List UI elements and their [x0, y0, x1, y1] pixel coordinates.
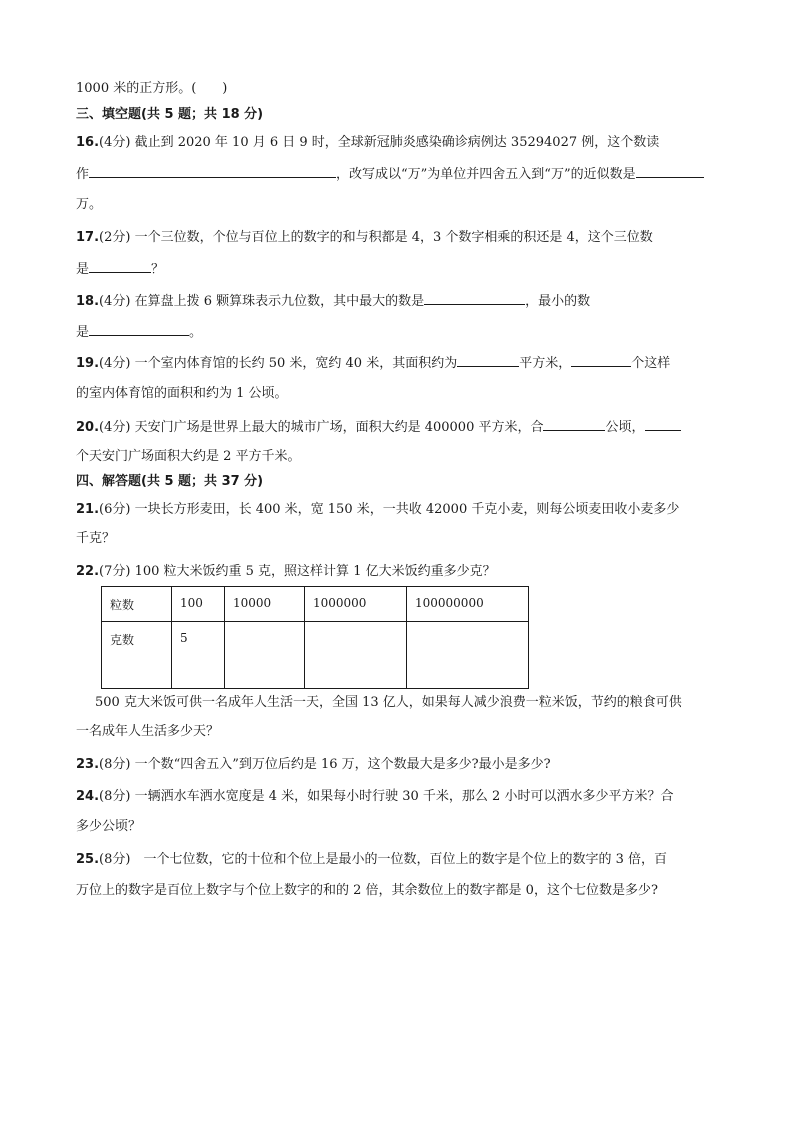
- q16-number: 16.: [76, 135, 100, 150]
- q23-line1: 23.(8分) 一个数“四舍五入”到万位后约是 16 万，这个数最大是多少?最小是多少?: [76, 757, 551, 772]
- q15-tail: 1000 米的正方形。( ): [76, 81, 228, 96]
- table-row: [102, 587, 529, 622]
- table-cell: 克数: [102, 622, 172, 689]
- q16-blank-approx[interactable]: [636, 165, 704, 178]
- q25-line1: 25.(8分) 一个七位数，它的十位和个位上是最小的一位数，百位上的数字是个位上的数字的 3 倍，百: [76, 852, 667, 867]
- q18-line2: 是 。: [76, 325, 203, 340]
- table-input-cell[interactable]: [407, 622, 529, 689]
- table-cell: 5: [172, 622, 225, 689]
- q19-blank-count[interactable]: [571, 354, 631, 367]
- table-cell: 粒数: [102, 587, 172, 622]
- q16-line3: 万。: [76, 197, 103, 212]
- q20-line1: 20.(4分) 天安门广场是世界上最大的城市广场，面积大约是 400000 平方米，合 公顷，: [76, 418, 681, 437]
- q18-blank-max[interactable]: [424, 292, 525, 305]
- q19-blank-area[interactable]: [457, 354, 519, 367]
- q24-line2: 多少公顷？: [76, 819, 142, 834]
- section-3-heading: 三、填空题(共 5 题；共 18 分): [76, 107, 264, 122]
- q17-blank[interactable]: [89, 260, 151, 273]
- q21-line1: 21.(6分) 一块长方形麦田，长 400 米，宽 150 米，一共收 42000 千克小麦，则每公顷麦田收小麦多少: [76, 502, 680, 517]
- q21-line2: 千克？: [76, 531, 116, 546]
- q16-line2: 作 ，改写成以“万”为单位并四舍五入到“万”的近似数是: [76, 165, 704, 184]
- table-row: [102, 622, 529, 689]
- table-cell: 10000: [225, 587, 305, 622]
- rice-weight-table: [101, 586, 529, 689]
- q20-blank-count[interactable]: [645, 418, 681, 431]
- q25-number: 25.: [76, 852, 100, 867]
- q16-line1: 16.(4分) 截止到 2020 年 10 月 6 日 9 时，全球新冠肺炎感染确诊病例达 35294027 例，这个数读: [76, 135, 660, 150]
- table-input-cell[interactable]: [305, 622, 407, 689]
- q22-line1: 22.(7分) 100 粒大米饭约重 5 克，照这样计算 1 亿大米饭约重多少克？: [76, 564, 496, 579]
- q19-line2: 的室内体育馆的面积和约为 1 公顷。: [76, 386, 288, 401]
- q20-number: 20.: [76, 420, 100, 435]
- q21-number: 21.: [76, 502, 100, 517]
- q17-number: 17.: [76, 230, 100, 245]
- q20-blank-hectare[interactable]: [543, 418, 605, 431]
- q17-line1: 17.(2分) 一个三位数，个位与百位上的数字的和与积都是 4，3 个数字相乘的积还是 4，这个三位数: [76, 230, 653, 245]
- q23-number: 23.: [76, 757, 100, 772]
- q22-number: 22.: [76, 564, 100, 579]
- q25-line2: 万位上的数字是百位上数字与个位上数字的和的 2 倍，其余数位上的数字都是 0，这个七位数是多少?: [76, 883, 658, 898]
- q18-line1: 18.(4分) 在算盘上拨 6 颗算珠表示九位数，其中最大的数是 ，最小的数: [76, 294, 591, 309]
- table-cell: 1000000: [305, 587, 407, 622]
- q17-line2: 是 ？: [76, 262, 165, 277]
- table-cell: 100: [172, 587, 225, 622]
- q19-line1: 19.(4分) 一个室内体育馆的长约 50 米，宽约 40 米，其面积约为 平方米， 个这样: [76, 356, 671, 371]
- table-input-cell[interactable]: [225, 622, 305, 689]
- q22-after-line1: 500 克大米饭可供一名成年人生活一天，全国 13 亿人，如果每人减少浪费一粒米饭，节约的粮食可供: [95, 695, 682, 710]
- q20-line2: 个天安门广场面积大约是 2 平方千米。: [76, 449, 301, 464]
- q18-number: 18.: [76, 294, 100, 309]
- section-4-heading: 四、解答题(共 5 题；共 37 分): [76, 474, 264, 489]
- q24-line1: 24.(8分) 一辆洒水车洒水宽度是 4 米，如果每小时行驶 30 千米，那么 2 小时可以洒水多少平方米？合: [76, 789, 674, 804]
- q19-number: 19.: [76, 356, 100, 371]
- table-cell: 100000000: [407, 587, 529, 622]
- q18-blank-min[interactable]: [89, 323, 189, 336]
- q16-blank-read[interactable]: [89, 165, 336, 178]
- q22-after-line2: 一名成年人生活多少天？: [76, 724, 220, 739]
- q24-number: 24.: [76, 789, 100, 804]
